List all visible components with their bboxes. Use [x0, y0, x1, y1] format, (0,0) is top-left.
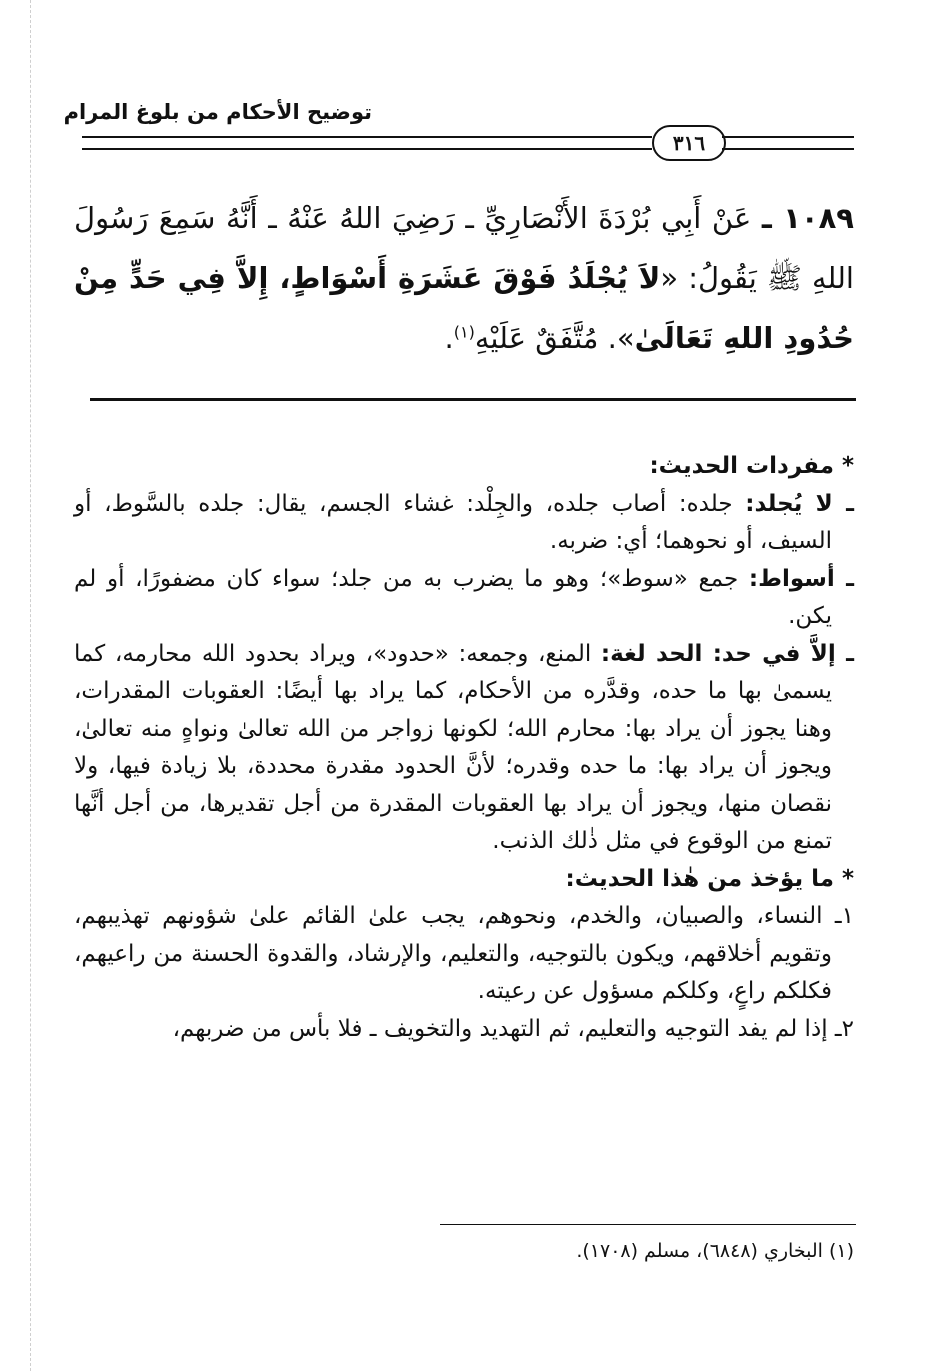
lesson-point: ٢ـ إذا لم يفد التوجيه والتعليم، ثم التهديد والتخويف ـ فلا بأس من ضربهم، [172, 1015, 854, 1042]
lessons-heading: * ما يؤخذ من هٰذا الحديث: [565, 865, 854, 892]
vocab-entry [74, 486, 854, 561]
vocab-term: ـ إلاَّ في حد: الحد لغة: [600, 640, 854, 667]
vocab-term: ـ أسواط: [748, 565, 855, 592]
hadith-quote: لاَ يُجْلَدُ فَوْقَ عَشَرَةِ أَسْوَاطٍ، إِلاَّ فِي حَدٍّ مِنْ حُدُودِ اللهِ تَعَالَىٰ [74, 261, 854, 355]
hadith-narration: عَنْ أَبِي بُرْدَةَ الأَنْصَارِيِّ ـ رَضِيَ اللهُ عَنْهُ ـ أَنَّهُ سَمِعَ رَسُولَ اللهِ ﷺ يَقُولُ: « [74, 201, 854, 295]
vocab-term: ـ لا يُجلد: [745, 490, 855, 517]
vocab-definition: جلده: أصاب جلده، والجِلْد: غشاء الجسم، يقال: جلده بالسَّوط، أو السيف، أو نحوهما؛ أي: ضربه. [74, 490, 832, 554]
header-rule-left [82, 136, 652, 150]
vocab-entry [74, 636, 854, 861]
hadith-number: ١٠٨٩ ـ [761, 201, 854, 235]
vocab-definition: جمع «سوط»؛ وهو ما يضرب به من جلد؛ سواء كان مضفورًا، أو لم يكن. [74, 565, 832, 629]
hadith-end: . [444, 321, 454, 355]
footnote: (١) البخاري (٦٨٤٨)، مسلم (١٧٠٨). [576, 1240, 854, 1262]
hadith-source: ». مُتَّفَقٌ عَلَيْهِ [474, 321, 635, 355]
footnote-divider [440, 1224, 856, 1225]
header-rule-right [722, 136, 854, 150]
page-number: ٣١٦ [652, 125, 726, 161]
running-title: توضيح الأحكام من بلوغ المرام [63, 100, 372, 124]
scan-margin-line [30, 0, 31, 1371]
hadith-text [74, 188, 854, 368]
vocab-definition: المنع، وجمعه: «حدود»، ويراد بحدود الله محارمه، كما يسمىٰ بها ما حده، وقدَّره من الأحكام، كما يراد بها أيضًا: العقوبات المقدرات، وهنا يجوز أن يراد بها: محارم الله؛ لكونها زواجر من الله تعالىٰ ونواهٍ منه تعالىٰ، ويجوز أن يراد بها: ما حده وقدره؛ لأنَّ الحدود مقدرة محددة، بلا زيادة فيها، ولا نقصان منها، ويجوز أن يراد بها العقوبات المقدرة من أجل تقديرها، من أجل أنَّها تمنع من الوقوع في مثل ذٰلك الذنب. [74, 640, 832, 854]
lesson-point: ١ـ النساء، والصبيان، والخدم، ونحوهم، يجب علىٰ القائم علىٰ شؤونهم تهذيبهم، وتقويم أخلاقهم، ويكون بالتوجيه، والتعليم، والإرشاد، والقدوة الحسنة من راعيهم، فكلكم راعٍ، وكلكم مسؤول عن رعيته. [74, 903, 854, 1004]
footnote-ref: (١) [453, 322, 475, 342]
vocab-entry [74, 561, 854, 636]
hadith-divider [90, 398, 856, 401]
commentary [74, 448, 854, 1048]
vocab-heading: * مفردات الحديث: [649, 453, 854, 479]
